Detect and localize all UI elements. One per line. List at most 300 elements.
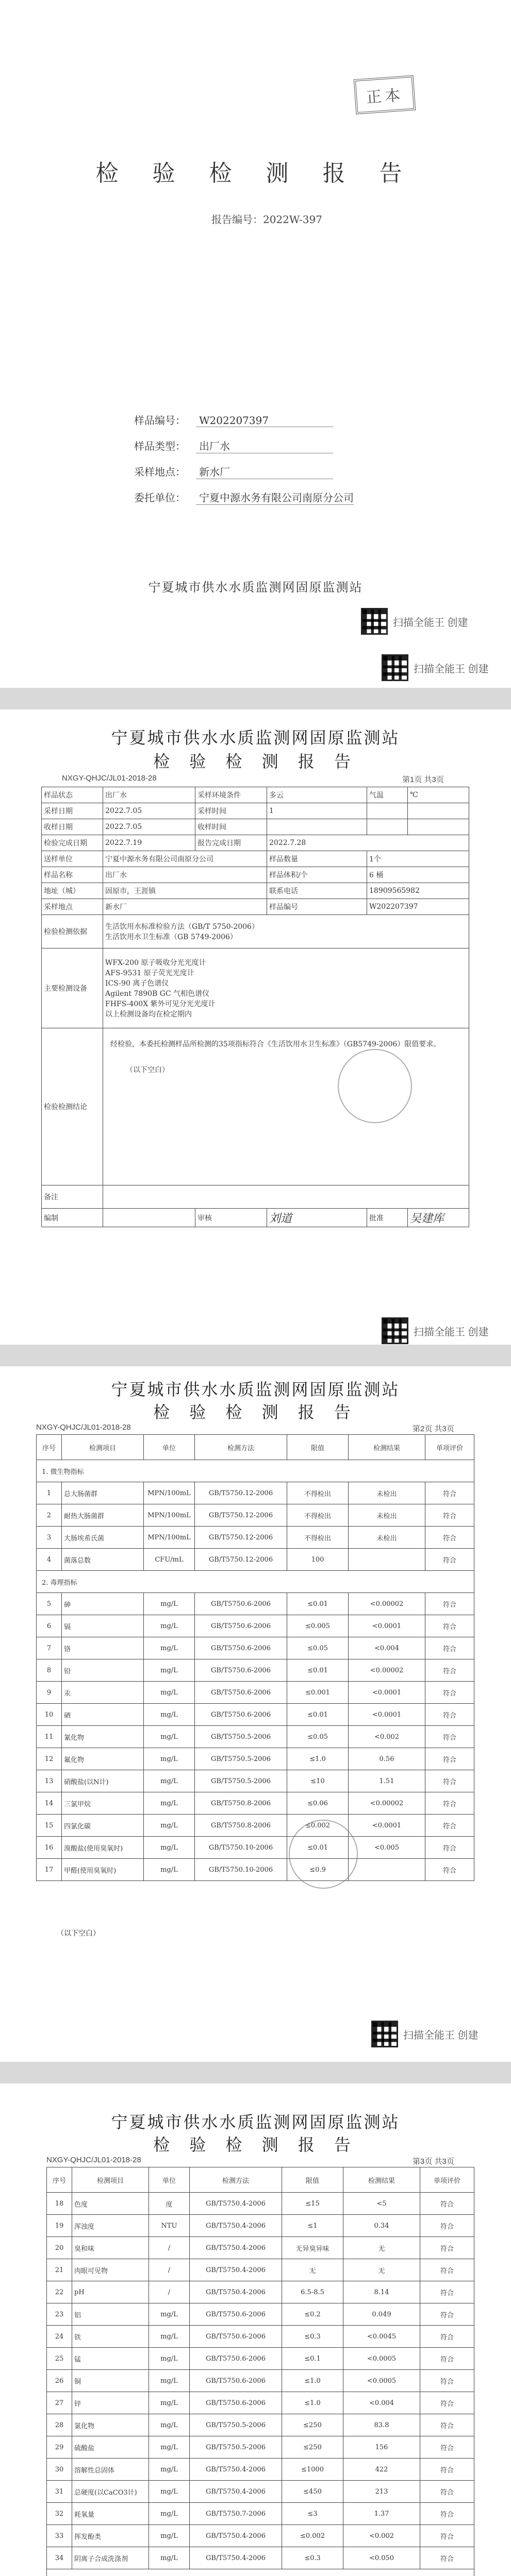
table-row: [47, 2259, 474, 2281]
table-cell: ≤1.0: [282, 2370, 343, 2392]
table-row: [37, 1748, 474, 1770]
table-cell: CFU/mL: [144, 1549, 195, 1571]
table-cell: ≤0.1: [282, 2348, 343, 2370]
field-sample-type: 样品类型： 出厂水: [134, 438, 333, 453]
table-cell: ≤0.01: [287, 1659, 349, 1682]
table-cell: GB/T5750.5-2006: [195, 1748, 287, 1770]
table-cell: 氟化物: [62, 1748, 144, 1770]
cover-page: [0, 0, 511, 688]
table-cell: <0.0001: [349, 1615, 425, 1637]
table-cell: mg/L: [149, 2459, 190, 2481]
table-cell: mg/L: [144, 1682, 195, 1704]
table-cell: GB/T5750.6-2006: [195, 1682, 287, 1704]
table-cell: 汞: [62, 1682, 144, 1704]
table-cell: 溶解性总固体: [72, 2459, 149, 2481]
table-cell: 符合: [420, 2326, 474, 2348]
table-cell: GB/T5750.4-2006: [190, 2281, 282, 2303]
table-cell: 25: [47, 2348, 72, 2370]
table-cell: mg/L: [149, 2303, 190, 2326]
table-cell: mg/L: [144, 1637, 195, 1659]
table-cell: 13: [37, 1770, 62, 1792]
table-cell: 422: [343, 2459, 420, 2481]
table-cell: 符合: [425, 1770, 474, 1792]
table-cell: mg/L: [144, 1837, 195, 1859]
table-cell: 阴离子合成洗涤剂: [72, 2547, 149, 2569]
qr-code-icon: [382, 654, 408, 681]
table-cell: NTU: [149, 2215, 190, 2237]
table-cell: mg/L: [144, 1748, 195, 1770]
page-indicator: 第3页 共3页: [413, 2157, 454, 2166]
table-cell: <0.00002: [349, 1792, 425, 1815]
table-cell: ≤1: [282, 2215, 343, 2237]
table-cell: 无: [343, 2237, 420, 2259]
table-cell: ≤1000: [282, 2459, 343, 2481]
table-cell: GB/T5750.4-2006: [190, 2547, 282, 2569]
table-cell: GB/T5750.6-2006: [190, 2326, 282, 2348]
table-cell: GB/T5750.6-2006: [195, 1659, 287, 1682]
table-cell: 8: [37, 1659, 62, 1682]
table-cell: mg/L: [144, 1704, 195, 1726]
table-cell: 符合: [420, 2414, 474, 2436]
station-header: 宁夏城市供水水质监测网固原监测站: [111, 1380, 400, 1399]
form-code: NXGY-QHJC/JL01-2018-28: [62, 774, 157, 783]
table-cell: GB/T5750.4-2006: [190, 2193, 282, 2215]
table-cell: GB/T5750.5-2006: [190, 2436, 282, 2459]
table-cell: 符合: [425, 1615, 474, 1637]
table-cell: 20: [47, 2237, 72, 2259]
table-cell: 硒: [62, 1704, 144, 1726]
table-cell: GB/T5750.10-2006: [195, 1859, 287, 1881]
table-cell: 30: [47, 2459, 72, 2481]
table-cell: 符合: [425, 1704, 474, 1726]
table-row: [47, 2481, 474, 2503]
table-cell: 3: [37, 1527, 62, 1549]
table-cell: 镉: [62, 1615, 144, 1637]
table-cell: 0.34: [343, 2215, 420, 2237]
table-cell: 符合: [420, 2193, 474, 2215]
table-cell: 83.8: [343, 2414, 420, 2436]
signature: 吴建库: [410, 1212, 444, 1225]
table-cell: 总大肠菌群: [62, 1482, 144, 1504]
table-cell: <0.00002: [349, 1593, 425, 1615]
table-cell: 156: [343, 2436, 420, 2459]
table-cell: 7: [37, 1637, 62, 1659]
table-cell: /: [149, 2281, 190, 2303]
table-cell: /: [149, 2237, 190, 2259]
table-cell: mg/L: [144, 1615, 195, 1637]
table-cell: 100: [287, 1549, 349, 1571]
scanner-watermark: 扫描全能王 创建: [382, 654, 489, 681]
table-cell: pH: [72, 2281, 149, 2303]
table-cell: mg/L: [144, 1792, 195, 1815]
report-title: 检 验 检 测 报 告: [95, 160, 416, 187]
table-cell: 符合: [425, 1593, 474, 1615]
table-row: [37, 1549, 474, 1571]
table-cell: ≤10: [287, 1770, 349, 1792]
form-code: NXGY-QHJC/JL01-2018-28: [46, 2156, 141, 2164]
table-cell: GB/T5750.4-2006: [190, 2525, 282, 2547]
table-row: [37, 1615, 474, 1637]
table-cell: GB/T5750.6-2006: [195, 1593, 287, 1615]
table-cell: mg/L: [149, 2481, 190, 2503]
table-cell: 符合: [420, 2303, 474, 2326]
table-cell: 色度: [72, 2193, 149, 2215]
table-cell: mg/L: [149, 2436, 190, 2459]
field-client: 委托单位： 宁夏中源水务有限公司南原分公司: [134, 489, 354, 505]
table-row: [47, 2237, 474, 2259]
signature: 刘道: [269, 1212, 292, 1225]
table-cell: 0.56: [349, 1748, 425, 1770]
table-cell: ≤250: [282, 2436, 343, 2459]
form-code: NXGY-QHJC/JL01-2018-28: [36, 1423, 131, 1432]
table-cell: mg/L: [149, 2370, 190, 2392]
table-cell: 15: [37, 1815, 62, 1837]
table-cell: 锰: [72, 2348, 149, 2370]
table-cell: 符合: [425, 1527, 474, 1549]
table-cell: <0.0001: [349, 1815, 425, 1837]
table-cell: GB/T5750.6-2006: [195, 1615, 287, 1637]
table-cell: 符合: [420, 2436, 474, 2459]
table-cell: 符合: [420, 2281, 474, 2303]
table-cell: 无: [282, 2259, 343, 2281]
table-row: [47, 2303, 474, 2326]
table-cell: 10: [37, 1704, 62, 1726]
table-cell: ≤0.3: [282, 2547, 343, 2569]
table-cell: 符合: [420, 2348, 474, 2370]
table-cell: 符合: [425, 1682, 474, 1704]
qr-code-icon: [371, 2021, 398, 2047]
report-heading: 检 验 检 测 报 告: [153, 752, 358, 771]
table-cell: 肉眼可见物: [72, 2259, 149, 2281]
table-cell: GB/T5750.12-2006: [195, 1482, 287, 1504]
table-cell: 4: [37, 1549, 62, 1571]
table-cell: ≤3: [282, 2503, 343, 2525]
page-indicator: 第1页 共3页: [402, 775, 444, 784]
table-cell: GB/T5750.12-2006: [195, 1504, 287, 1527]
table-row: [47, 2525, 474, 2547]
table-cell: ≤15: [282, 2193, 343, 2215]
table-cell: ≤0.002: [282, 2525, 343, 2547]
table-cell: ≤450: [282, 2481, 343, 2503]
page-separator: [0, 688, 511, 709]
table-cell: mg/L: [144, 1726, 195, 1748]
table-cell: 未检出: [349, 1527, 425, 1549]
table-cell: <0.050: [343, 2547, 420, 2569]
table-cell: 甲醛(使用臭氧时): [62, 1859, 144, 1881]
table-cell: 符合: [425, 1837, 474, 1859]
table-cell: GB/T5750.6-2006: [190, 2392, 282, 2414]
table-cell: 符合: [420, 2459, 474, 2481]
table-cell: <5: [343, 2193, 420, 2215]
table-row: [37, 1637, 474, 1659]
table-cell: mg/L: [149, 2326, 190, 2348]
table-cell: mg/L: [144, 1859, 195, 1881]
results-table-1: 序号 检测项目 单位 检测方法 限值 检测结果 单项评价 1. 微生物指标 1 总大肠菌群 MPN/100mL GB/T5750.12-2006 不得检出 未检出 符合 2 耐热大肠菌群 MPN/100mL GB/T5750.12-2006 不得检出 未检出 符合 3 大肠埃希氏菌 MPN/100mL GB/T5750.12-2006 不得检出 未检出 符合 4 菌落总数 CFU/mL GB/T5750.12-2006 100 符合 2. 毒理指标 5 砷 mg/L GB/T5750.6-2006 ≤0.01 <0.00002 符合 6 镉 mg/L GB/T5750.6-2006 ≤0.005 <0.0001 符合 7 铬 mg/L GB/T5750.6-2006 ≤0.05 <0.004 符合 8 铅 mg/L GB/T5750.6-2006 ≤0.01 <0.00002 符合 9 汞 mg/L GB/T5750.6-2006 ≤0.001 <0.0001 符合 10 硒 mg/L GB/T5750.6-2006 ≤0.01 <0.0001 符合 11 氰化物 mg/L GB/T5750.5-2006 ≤0.05 <0.002 符合 12 氟化物 mg/L GB/T5750.5-2006 ≤1.0 0.56 符合 13 硝酸盐(以N计) mg/L GB/T5750.5-2006 ≤10 1.51 符合 14 三氯甲烷 mg/L GB/T5750.8-2006 ≤0.06 <0.00002 符合 15 四氯化碳 mg/L GB/T5750.8-2006 ≤0.002 <0.0001 符合 16 溴酸盐(使用臭氧时) mg/L GB/T5750.10-2006 ≤0.01 <0.005 符合 17 甲醛(使用臭氧时) mg/L GB/T5750.10-2006 ≤0.9 符合: [36, 1434, 474, 1881]
table-cell: 17: [37, 1859, 62, 1881]
table-cell: <0.0045: [343, 2326, 420, 2348]
table-cell: GB/T5750.4-2006: [190, 2259, 282, 2281]
table-cell: 大肠埃希氏菌: [62, 1527, 144, 1549]
table-cell: mg/L: [144, 1593, 195, 1615]
table-cell: 氯化物: [72, 2414, 149, 2436]
table-cell: 符合: [425, 1504, 474, 1527]
table-cell: <0.005: [349, 1837, 425, 1859]
table-cell: <0.002: [349, 1726, 425, 1748]
table-cell: 浑浊度: [72, 2215, 149, 2237]
table-cell: 未检出: [349, 1482, 425, 1504]
table-cell: GB/T5750.10-2006: [195, 1837, 287, 1859]
blank-note: （以下空白）: [57, 1929, 100, 1938]
table-cell: GB/T5750.6-2006: [190, 2303, 282, 2326]
table-cell: 符合: [420, 2503, 474, 2525]
table-cell: 14: [37, 1792, 62, 1815]
table-cell: mg/L: [144, 1659, 195, 1682]
table-cell: 1.37: [343, 2503, 420, 2525]
field-sample-no: 样品编号： W202207397: [134, 412, 333, 427]
table-cell: 铜: [72, 2370, 149, 2392]
page-separator: [0, 1345, 511, 1366]
table-cell: GB/T5750.5-2006: [195, 1770, 287, 1792]
table-cell: 总硬度(以CaCO3计): [72, 2481, 149, 2503]
original-copy-stamp: 正本: [354, 75, 416, 114]
results-page-2: [0, 2083, 511, 2576]
station-header: 宁夏城市供水水质监测网固原监测站: [111, 728, 400, 748]
table-cell: GB/T5750.6-2006: [195, 1704, 287, 1726]
table-row: [47, 2281, 474, 2303]
table-cell: <0.0001: [349, 1704, 425, 1726]
table-cell: 16: [37, 1837, 62, 1859]
table-cell: mg/L: [149, 2503, 190, 2525]
table-row: [47, 2193, 474, 2215]
table-cell: mg/L: [149, 2348, 190, 2370]
table-row: [47, 2547, 474, 2569]
table-row: [37, 1482, 474, 1504]
table-cell: 1: [37, 1482, 62, 1504]
table-row: [37, 1593, 474, 1615]
table-cell: 18: [47, 2193, 72, 2215]
report-heading: 检 验 检 测 报 告: [153, 2135, 358, 2155]
table-cell: 符合: [420, 2547, 474, 2569]
table-cell: 8.14: [343, 2281, 420, 2303]
results-table-2: 序号 检测项目 单位 检测方法 限值 检测结果 单项评价 18 色度 度 GB/T5750.4-2006 ≤15 <5 符合 19 浑浊度 NTU GB/T5750.4-2006 ≤1 0.34 符合 20 臭和味 / GB/T5750.4-2006 无异臭异味 无 符合 21 肉眼可见物 / GB/T5750.4-2006 无 无 符合 22 pH / GB/T5750.4-2006 6.5-8.5 8.14 符合 23 铝 mg/L GB/T5750.6-2006 ≤0.2 0.049 符合 24 铁 mg/L GB/T5750.6-2006 ≤0.3 <0.0045 符合 25 锰 mg/L GB/T5750.6-2006 ≤0.1 <0.0005 符合 26 铜 mg/L GB/T5750.6-2006 ≤1.0 <0.0005 符合 27 锌 mg/L GB/T5750.6-2006 ≤1.0 <0.004 符合 28 氯化物 mg/L GB/T5750.5-2006 ≤250 83.8 符合 29 硫酸盐 mg/L GB/T5750.5-2006 ≤250 156 符合 30 溶解性总固体 mg/L GB/T5750.4-2006 ≤1000 422 符合 31 总硬度(以CaCO3计) mg/L GB/T5750.4-2006 ≤450 213 符合 32 耗氧量 mg/L GB/T5750.7-2006 ≤3 1.37 符合 33 挥发酚类 mg/L GB/T5750.4-2006 ≤0.002 <0.002 符合 34 阴离子合成洗涤剂 mg/L GB/T5750.4-2006 ≤0.3 <0.050 符合: [46, 2167, 474, 2576]
table-cell: 2: [37, 1504, 62, 1527]
report-heading: 检 验 检 测 报 告: [153, 1402, 358, 1422]
table-cell: ≤0.9: [287, 1859, 349, 1881]
results-page-1: [0, 1366, 511, 2062]
table-cell: GB/T5750.6-2006: [190, 2370, 282, 2392]
table-cell: 9: [37, 1682, 62, 1704]
table-cell: 34: [47, 2547, 72, 2569]
table-row: [37, 1527, 474, 1549]
table-cell: GB/T5750.12-2006: [195, 1527, 287, 1549]
table-cell: [349, 1859, 425, 1881]
field-sample-site: 采样地点： 新水厂: [134, 464, 333, 479]
table-cell: 耐热大肠菌群: [62, 1504, 144, 1527]
table-cell: 锌: [72, 2392, 149, 2414]
table-cell: 26: [47, 2370, 72, 2392]
table-cell: GB/T5750.4-2006: [190, 2237, 282, 2259]
page-separator: [0, 2062, 511, 2083]
table-cell: <0.0005: [343, 2370, 420, 2392]
table-cell: 19: [47, 2215, 72, 2237]
table-cell: 32: [47, 2503, 72, 2525]
table-cell: [349, 1549, 425, 1571]
table-cell: MPN/100mL: [144, 1527, 195, 1549]
table-cell: mg/L: [149, 2392, 190, 2414]
table-cell: <0.0001: [349, 1682, 425, 1704]
table-row: [37, 1770, 474, 1792]
table-cell: 耗氧量: [72, 2503, 149, 2525]
table-cell: 挥发酚类: [72, 2525, 149, 2547]
table-cell: 符合: [425, 1637, 474, 1659]
table-cell: GB/T5750.4-2006: [190, 2215, 282, 2237]
table-cell: GB/T5750.12-2006: [195, 1549, 287, 1571]
table-row: [37, 1815, 474, 1837]
table-cell: GB/T5750.6-2006: [190, 2348, 282, 2370]
table-cell: <0.00002: [349, 1659, 425, 1682]
table-row: [37, 1726, 474, 1748]
qr-code-icon: [361, 608, 388, 635]
table-cell: 四氯化碳: [62, 1815, 144, 1837]
table-cell: 溴酸盐(使用臭氧时): [62, 1837, 144, 1859]
table-cell: ≤0.01: [287, 1837, 349, 1859]
table-cell: ≤0.001: [287, 1682, 349, 1704]
table-cell: 符合: [420, 2392, 474, 2414]
table-row: [47, 2392, 474, 2414]
table-cell: ≤0.3: [282, 2326, 343, 2348]
table-cell: ≤0.06: [287, 1792, 349, 1815]
table-cell: 12: [37, 1748, 62, 1770]
table-cell: 24: [47, 2326, 72, 2348]
table-cell: 符合: [420, 2370, 474, 2392]
table-cell: 臭和味: [72, 2237, 149, 2259]
table-cell: 砷: [62, 1593, 144, 1615]
table-cell: 符合: [420, 2481, 474, 2503]
table-cell: mg/L: [149, 2525, 190, 2547]
table-cell: 菌落总数: [62, 1549, 144, 1571]
table-cell: 符合: [425, 1659, 474, 1682]
report-number: 报告编号：2022W-397: [211, 213, 322, 226]
scanner-watermark: 扫描全能王 创建: [361, 608, 468, 635]
table-cell: 6: [37, 1615, 62, 1637]
table-cell: 23: [47, 2303, 72, 2326]
table-cell: 符合: [425, 1859, 474, 1881]
table-cell: MPN/100mL: [144, 1482, 195, 1504]
official-seal: [338, 1049, 412, 1123]
table-cell: 28: [47, 2414, 72, 2436]
table-cell: 29: [47, 2436, 72, 2459]
scanner-watermark: 扫描全能王 创建: [371, 2021, 479, 2047]
table-row: [37, 1859, 474, 1881]
table-cell: 符合: [420, 2237, 474, 2259]
table-cell: ≤0.01: [287, 1593, 349, 1615]
station-header: 宁夏城市供水水质监测网固原监测站: [111, 2112, 400, 2132]
table-cell: 三氯甲烷: [62, 1792, 144, 1815]
table-cell: 符合: [425, 1792, 474, 1815]
table-row: [47, 2348, 474, 2370]
page-indicator: 第2页 共3页: [413, 1425, 454, 1433]
table-cell: 符合: [425, 1482, 474, 1504]
table-cell: MPN/100mL: [144, 1504, 195, 1527]
table-cell: ≤0.2: [282, 2303, 343, 2326]
table-cell: GB/T5750.4-2006: [190, 2459, 282, 2481]
table-cell: GB/T5750.5-2006: [190, 2414, 282, 2436]
table-cell: 氰化物: [62, 1726, 144, 1748]
table-row: [47, 2436, 474, 2459]
table-cell: 硝酸盐(以N计): [62, 1770, 144, 1792]
table-cell: 不得检出: [287, 1504, 349, 1527]
table-cell: 不得检出: [287, 1527, 349, 1549]
table-cell: 22: [47, 2281, 72, 2303]
table-cell: GB/T5750.4-2006: [190, 2481, 282, 2503]
table-cell: <0.004: [349, 1637, 425, 1659]
table-cell: ≤250: [282, 2414, 343, 2436]
table-cell: ≤0.05: [287, 1637, 349, 1659]
scanner-watermark: 扫描全能王 创建: [382, 1317, 489, 1344]
table-cell: 0.049: [343, 2303, 420, 2326]
table-cell: ≤1.0: [282, 2392, 343, 2414]
table-cell: 27: [47, 2392, 72, 2414]
sample-info-table: 样品状态 出厂水 采样环境条件 多云 气温 ℃ 采样日期 2022.7.05 采样时间 1 收样日期 2022.7.05 收样时间 检验完成日期 2022.7.19 报告完成日期 2022.7.28 送样单位 宁夏中源水务有限公司南原分公司 样品数量 1个 样品名称 出厂水 样品体积/个 6 桶 地址（城） 固原市，王涯镇 联系电话 18909565982 采样地点 新水厂 样品编号 W202207397 检验检测依据 生活饮用水标准检验方法（GB/T 5750-2006） 生活饮用水卫生标准（GB 5749-2006） 主要检测设备 WFX-200 原子吸收分光光度计 AFS-9531 原子荧光光度计 ICS-90 离子色谱仪 Agilent 7890B GC 气相色谱仪 FHFS-400X 紫外可见分光光度计 以上检测设备均在检定期内 检验检测结论 经检验，本委托检测样品所检测的35项指标符合《生活饮用水卫生标准》（GB5749-2006）限值要求。 （以下空白） 备注 编制 审核 刘道 批准 吴建库: [41, 787, 469, 1227]
table-cell: /: [149, 2259, 190, 2281]
table-cell: 未检出: [349, 1504, 425, 1527]
table-row: [37, 1682, 474, 1704]
table-row: [47, 2326, 474, 2348]
table-cell: 33: [47, 2525, 72, 2547]
table-row: [47, 2503, 474, 2525]
table-cell: 度: [149, 2193, 190, 2215]
table-cell: ≤0.01: [287, 1704, 349, 1726]
table-cell: 无异臭异味: [282, 2237, 343, 2259]
table-cell: mg/L: [149, 2547, 190, 2569]
table-row: [47, 2370, 474, 2392]
table-cell: 铝: [72, 2303, 149, 2326]
table-cell: mg/L: [144, 1815, 195, 1837]
table-cell: 铅: [62, 1659, 144, 1682]
table-cell: 11: [37, 1726, 62, 1748]
table-cell: mg/L: [149, 2414, 190, 2436]
table-row: [47, 2215, 474, 2237]
table-row: [47, 2459, 474, 2481]
table-cell: 无: [343, 2259, 420, 2281]
table-cell: 21: [47, 2259, 72, 2281]
table-row: [37, 1704, 474, 1726]
station-name: 宁夏城市供水水质监测网固原监测站: [148, 580, 363, 595]
table-cell: 5: [37, 1593, 62, 1615]
official-seal: [289, 1820, 358, 1889]
table-cell: mg/L: [144, 1770, 195, 1792]
table-cell: 不得检出: [287, 1482, 349, 1504]
table-cell: ≤0.05: [287, 1726, 349, 1748]
table-cell: 符合: [425, 1748, 474, 1770]
table-cell: <0.004: [343, 2392, 420, 2414]
table-cell: 符合: [425, 1726, 474, 1748]
table-cell: 符合: [420, 2259, 474, 2281]
table-cell: 1.51: [349, 1770, 425, 1792]
table-cell: 符合: [425, 1549, 474, 1571]
table-cell: GB/T5750.7-2006: [190, 2503, 282, 2525]
table-cell: ≤0.002: [287, 1815, 349, 1837]
table-cell: <0.002: [343, 2525, 420, 2547]
table-cell: GB/T5750.5-2006: [195, 1726, 287, 1748]
table-cell: 硫酸盐: [72, 2436, 149, 2459]
table-row: [37, 1659, 474, 1682]
table-cell: ≤1.0: [287, 1748, 349, 1770]
table-cell: 213: [343, 2481, 420, 2503]
table-cell: GB/T5750.8-2006: [195, 1792, 287, 1815]
table-cell: 符合: [420, 2525, 474, 2547]
table-cell: 6.5-8.5: [282, 2281, 343, 2303]
